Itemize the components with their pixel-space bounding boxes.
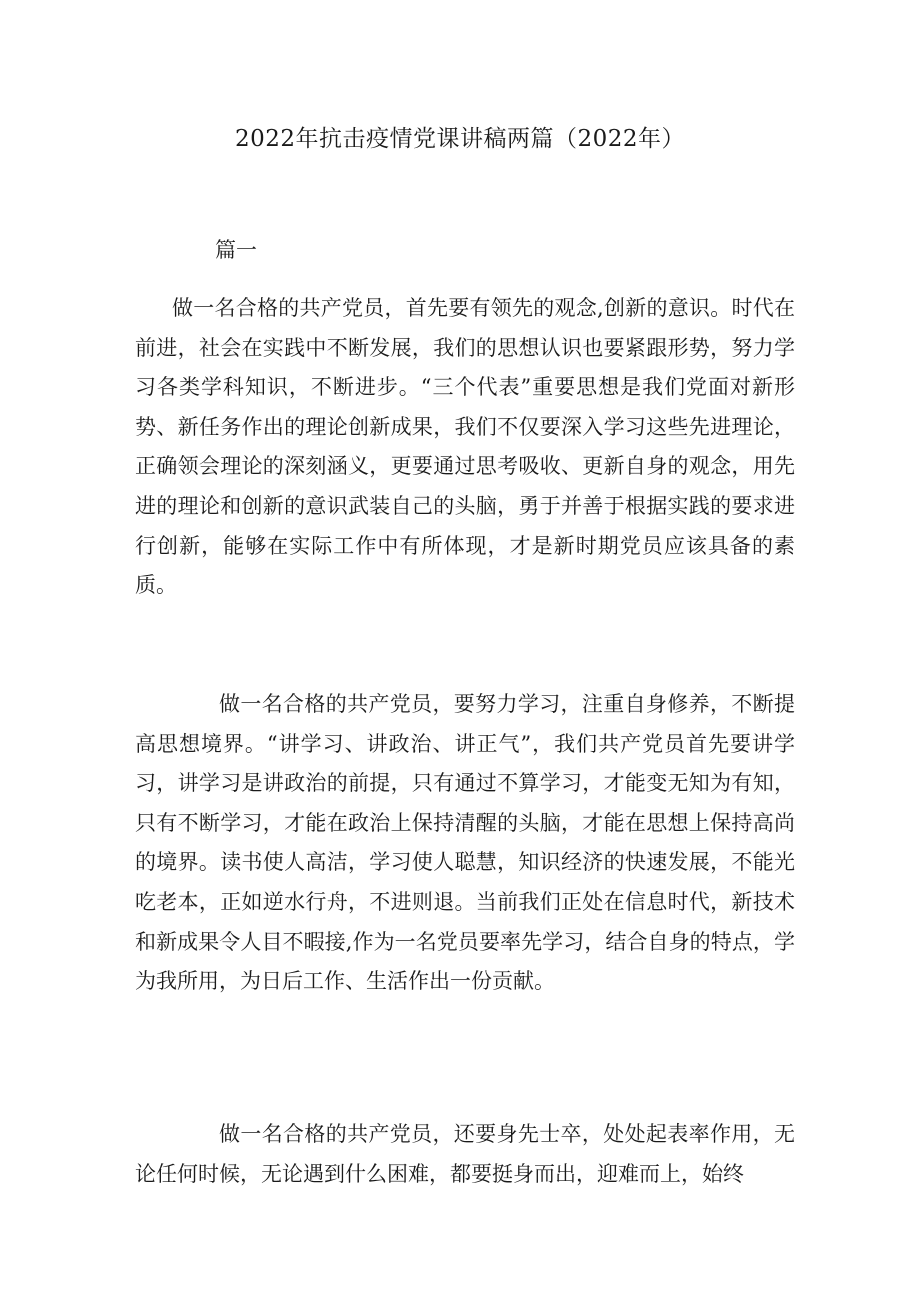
- section-heading: 篇一: [215, 238, 257, 262]
- paragraph-2: 做一名合格的共产党员，要努力学习，注重自身修养，不断提高思想境界。“讲学习、讲政治、讲正气”，我们共产党员首先要讲学习，讲学习是讲政治的前提，只有通过不算学习，才能变无知为有知，只有不断学习，才能在政治上保持清醒的头脑，才能在思想上保持高尚的境界。读书使人高洁，学习使人聪慧，知识经济的快速发展，不能光吃老本，正如逆水行舟，不进则退。当前我们正处在信息时代，新技术和新成果令人目不暇接,作为一名党员要率先学习，结合自身的特点，学为我所用，为日后工作、生活作出一份贡献。: [135, 692, 795, 994]
- document-title: 2022年抗击疫情党课讲稿两篇（2022年）: [234, 126, 686, 152]
- paragraph-1: 做一名合格的共产党员，首先要有领先的观念,创新的意识。时代在前进，社会在实践中不断发展，我们的思想认识也要紧跟形势，努力学习各类学科知识，不断进步。“三个代表”重要思想是我们党面对新形势、新任务作出的理论创新成果，我们不仅要深入学习这些先进理论，正确领会理论的深刻涵义，更要通过思考吸收、更新自身的观念，用先进的理论和创新的意识武装自己的头脑，勇于并善于根据实践的要求进行创新，能够在实际工作中有所体现，才是新时期党员应该具备的素质。: [135, 296, 795, 598]
- paragraph-3: 做一名合格的共产党员，还要身先士卒，处处起表率作用，无论任何时候，无论遇到什么困难，都要挺身而出，迎难而上，始终: [135, 1122, 795, 1186]
